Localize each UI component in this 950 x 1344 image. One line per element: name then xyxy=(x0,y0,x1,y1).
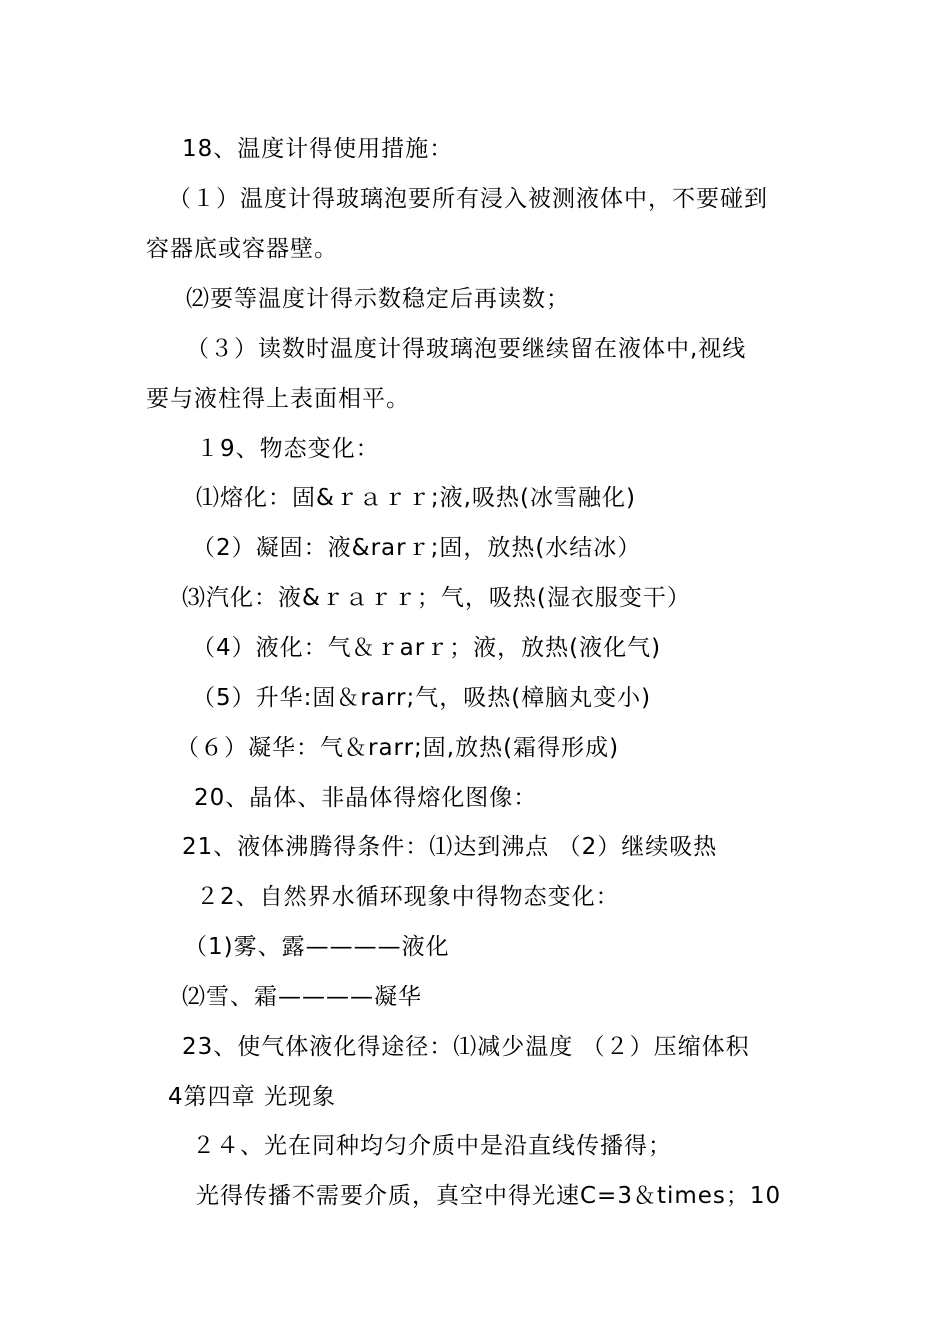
text-line-15: 21、液体沸腾得条件：⑴达到沸点 （2）继续吸热 xyxy=(182,834,718,860)
text-line-12: （5）升华:固＆rarr;气，吸热(樟脑丸变小) xyxy=(192,685,652,711)
text-line-14: 20、晶体、非晶体得熔化图像： xyxy=(194,785,538,811)
text-line-10: ⑶汽化：液&ｒａｒｒ；气，吸热(湿衣服变干） xyxy=(182,585,691,611)
text-line-20: 4第四章 光现象 xyxy=(168,1084,336,1110)
text-line-1: 18、温度计得使用措施： xyxy=(182,136,454,162)
text-line-6: 要与液柱得上表面相平。 xyxy=(146,386,410,412)
text-line-5: （３）读数时温度计得玻璃泡要继续留在液体中,视线 xyxy=(186,336,747,362)
text-line-9: （2）凝固：液&rarｒ;固，放热(水结冰） xyxy=(192,535,642,561)
text-line-22: 光得传播不需要介质，真空中得光速C=3＆times；10 xyxy=(196,1183,782,1209)
text-line-21: ２４、光在同种均匀介质中是沿直线传播得； xyxy=(192,1133,672,1159)
text-line-13: （６）凝华：气＆rarr;固,放热(霜得形成) xyxy=(176,735,620,761)
text-line-3: 容器底或容器壁。 xyxy=(146,236,338,262)
text-line-4: ⑵要等温度计得示数稳定后再读数； xyxy=(186,286,570,312)
text-line-16: ２2、自然界水循环现象中得物态变化： xyxy=(196,884,620,910)
text-line-17: （1)雾、露————液化 xyxy=(184,934,450,960)
text-line-11: （4）液化：气＆ｒarｒ；液，放热(液化气) xyxy=(192,635,662,661)
text-line-7: １9、物态变化： xyxy=(196,436,380,462)
text-line-2: （１）温度计得玻璃泡要所有浸入被测液体中，不要碰到 xyxy=(168,186,768,212)
text-line-18: ⑵雪、霜————凝华 xyxy=(182,984,422,1010)
text-line-8: ⑴熔化：固&ｒａｒｒ;液,吸热(冰雪融化) xyxy=(196,485,636,511)
text-line-19: 23、使气体液化得途径：⑴减少温度 （２）压缩体积 xyxy=(182,1034,750,1060)
